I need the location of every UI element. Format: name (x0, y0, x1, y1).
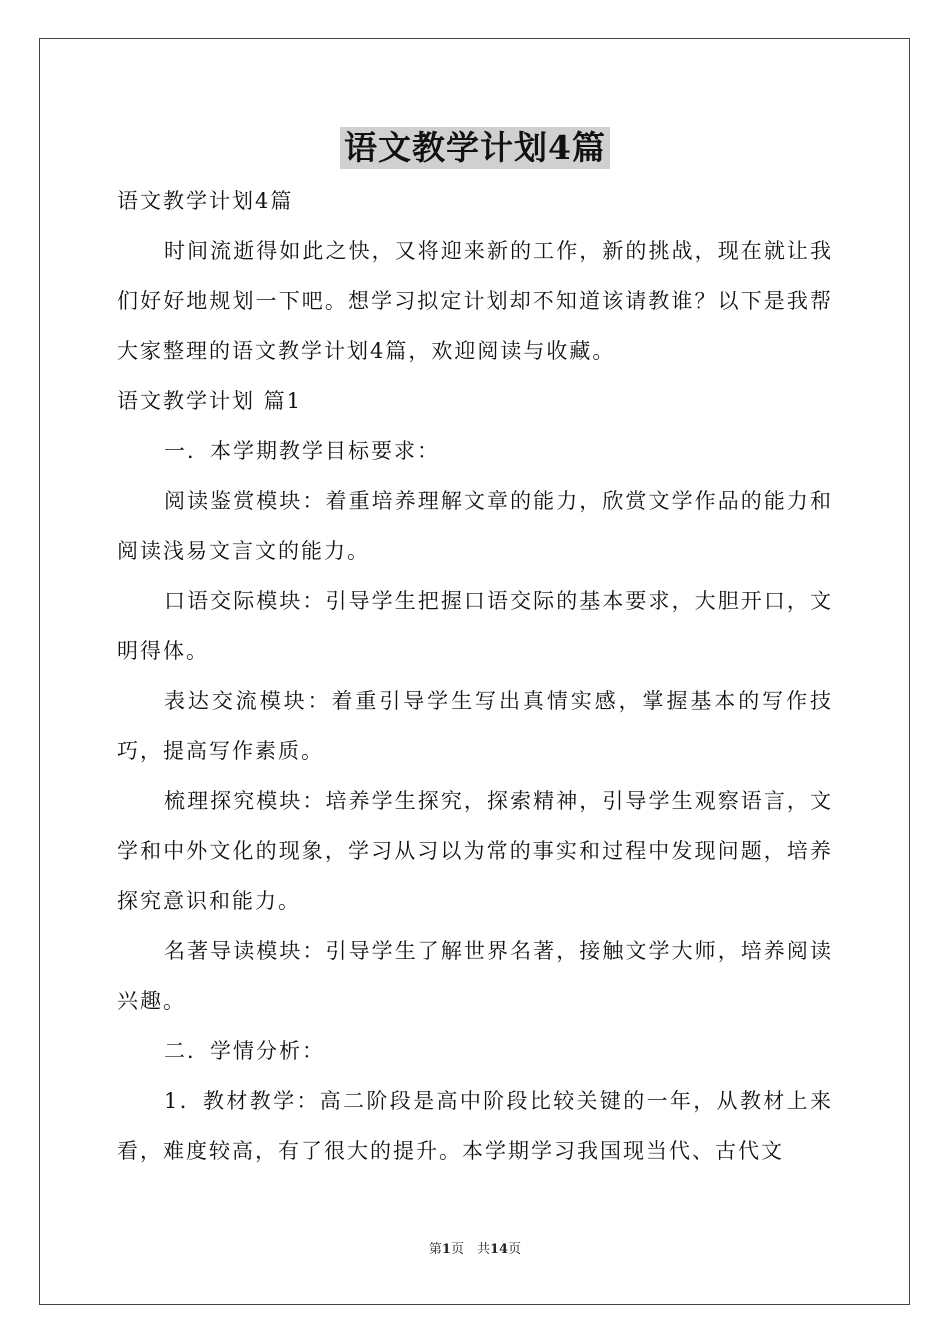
footer-mid: 页 共 (450, 1242, 490, 1257)
footer-current-page: 1 (441, 1242, 451, 1257)
paragraph: 语文教学计划4篇 (117, 189, 294, 213)
document-title: 语文教学计划4篇 (340, 127, 610, 169)
page-footer (0, 1238, 950, 1257)
paragraph: 1．教材教学：高二阶段是高中阶段比较关键的一年，从教材上来看，难度较高，有了很大的提升。本学期学习我国现当代、古代文 (117, 1089, 833, 1163)
paragraph: 二．学情分析： (164, 1039, 325, 1063)
title-container (0, 127, 950, 169)
document-body (117, 176, 833, 1176)
paragraph: 一．本学期教学目标要求： (164, 439, 440, 463)
footer-total-pages: 14 (489, 1242, 509, 1257)
section-heading: 语文教学计划 篇1 (117, 389, 303, 413)
paragraph: 名著导读模块：引导学生了解世界名著，接触文学大师，培养阅读兴趣。 (117, 939, 833, 1013)
paragraph: 梳理探究模块：培养学生探究，探索精神，引导学生观察语言，文学和中外文化的现象，学习从习以为常的事实和过程中发现问题，培养探究意识和能力。 (117, 789, 833, 913)
paragraph: 阅读鉴赏模块：着重培养理解文章的能力，欣赏文学作品的能力和阅读浅易文言文的能力。 (117, 489, 833, 563)
footer-suffix: 页 (508, 1242, 522, 1257)
footer-prefix: 第 (428, 1242, 442, 1257)
paragraph: 表达交流模块：着重引导学生写出真情实感，掌握基本的写作技巧，提高写作素质。 (117, 689, 833, 763)
paragraph: 时间流逝得如此之快，又将迎来新的工作，新的挑战，现在就让我们好好地规划一下吧。想学习拟定计划却不知道该请教谁？以下是我帮大家整理的语文教学计划4篇，欢迎阅读与收藏。 (117, 239, 833, 363)
paragraph: 口语交际模块：引导学生把握口语交际的基本要求，大胆开口，文明得体。 (117, 589, 833, 663)
